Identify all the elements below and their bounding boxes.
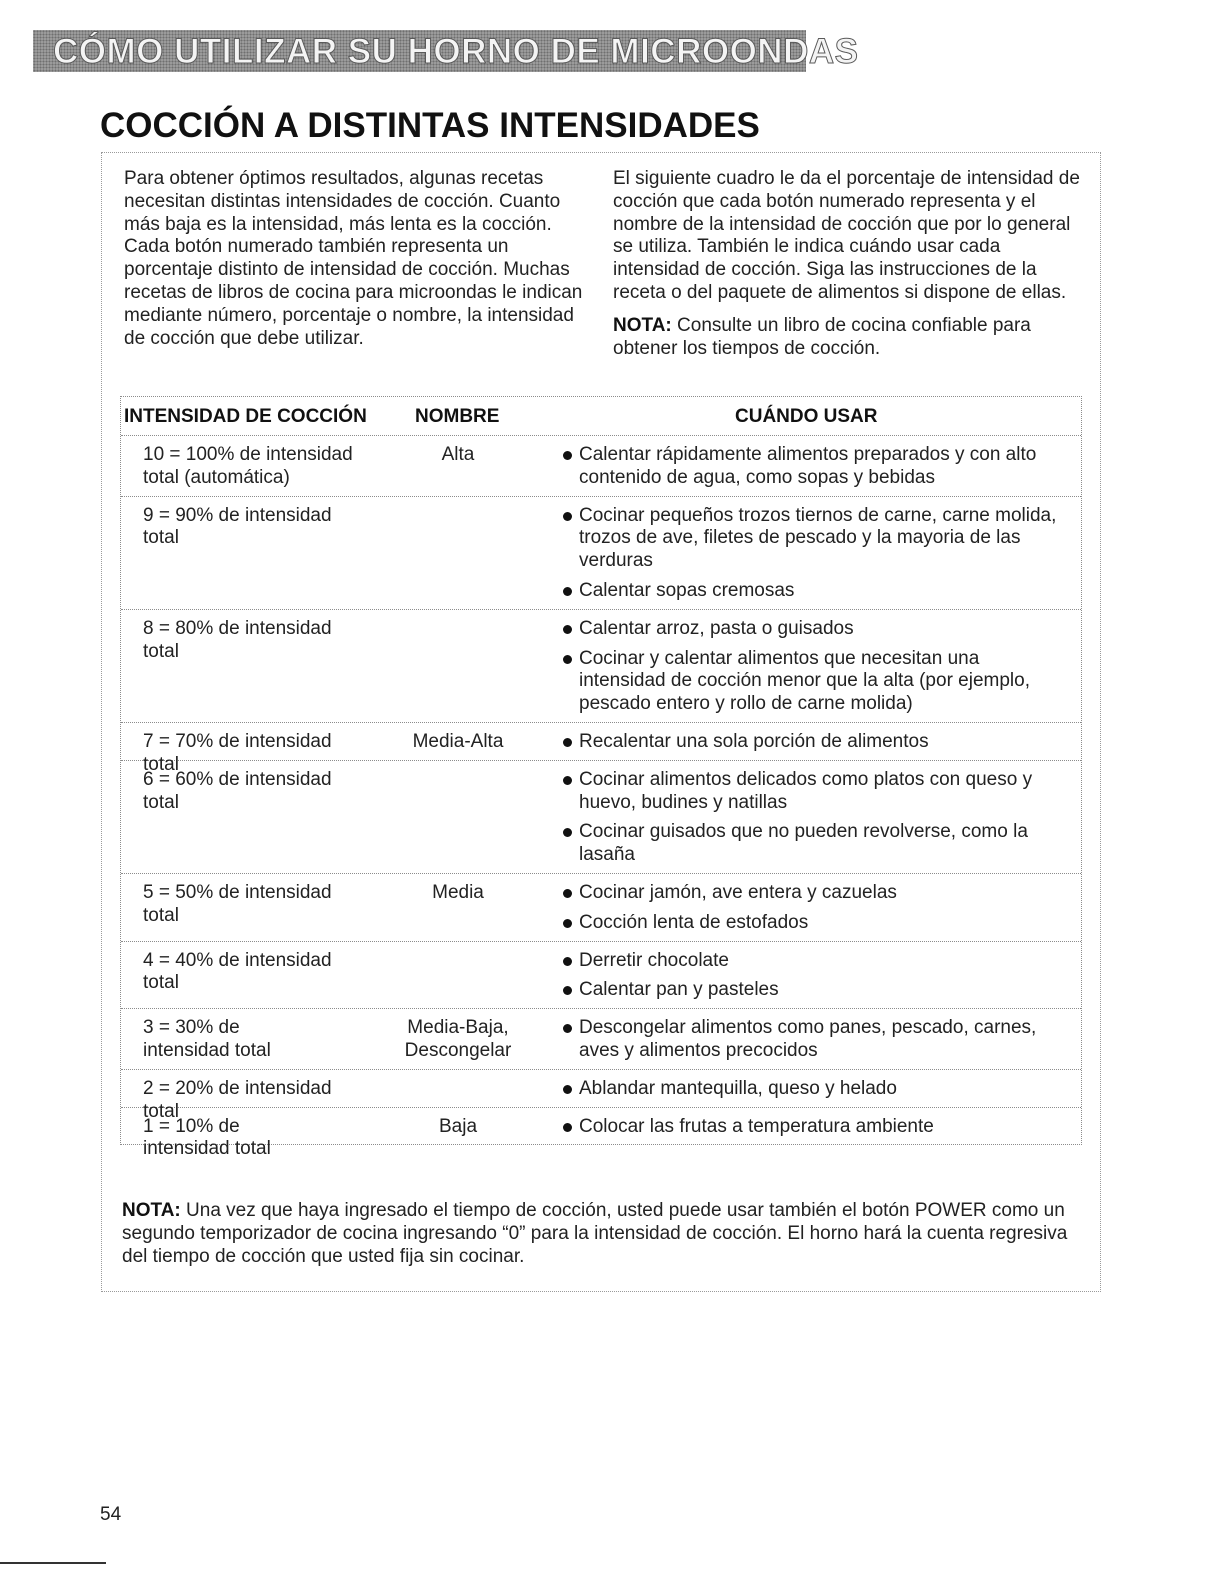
table-row — [121, 1108, 1081, 1160]
intensity-text: 8 = 80% de intensidad — [143, 617, 332, 639]
use-text: Cocción lenta de estofados — [579, 911, 809, 933]
bullet-icon — [563, 451, 572, 460]
name-cell — [383, 882, 533, 905]
bullet-icon — [563, 587, 572, 596]
intensity-text: total — [143, 791, 179, 813]
use-item — [561, 912, 1071, 935]
use-item — [561, 580, 1071, 603]
intensity-text: total — [143, 1100, 179, 1122]
table-row — [121, 1070, 1081, 1122]
use-item — [561, 1116, 1071, 1139]
when-cell — [561, 505, 1071, 603]
intensity-text: 10 = 100% de intensidad — [143, 444, 353, 465]
intensity-cell — [143, 769, 393, 815]
intensity-cell — [143, 505, 393, 551]
intensity-text: 9 = 90% de intensidad — [143, 504, 332, 526]
use-item — [561, 821, 1071, 867]
table-row — [121, 942, 1081, 1010]
header-intensity: INTENSIDAD DE COCCIÓN — [124, 406, 367, 427]
bullet-icon — [563, 512, 572, 521]
footer-rule — [0, 1562, 106, 1564]
when-cell — [561, 1116, 1071, 1139]
intro-note-text: Consulte un libro de cocina confiable para obtener los tiempos de cocción. — [613, 314, 1031, 359]
page-title: COCCIÓN A DISTINTAS INTENSIDADES — [100, 106, 760, 145]
table-header — [121, 397, 1081, 436]
intensity-text: 7 = 70% de intensidad — [143, 730, 332, 752]
use-text: Cocinar jamón, ave entera y cazuelas — [579, 881, 897, 903]
use-text: Calentar pan y pasteles — [579, 979, 779, 1001]
section-banner — [33, 30, 859, 72]
use-text: Cocinar alimentos delicados como platos con queso y huevo, budines y natillas — [579, 768, 1033, 813]
use-text: Calentar sopas cremosas — [579, 579, 795, 601]
table-body — [121, 436, 1081, 1160]
when-cell — [561, 444, 1071, 490]
use-item — [561, 1078, 1071, 1101]
intensity-text: intensidad total — [143, 1039, 271, 1061]
header-when: CUÁNDO USAR — [735, 406, 878, 427]
when-cell — [561, 769, 1071, 867]
intensity-text: intensidad total — [143, 1138, 271, 1160]
use-item — [561, 618, 1071, 641]
use-item — [561, 950, 1071, 973]
when-cell — [561, 1078, 1071, 1101]
banner-text: CÓMO UTILIZAR SU HORNO DE MICROONDAS — [53, 32, 859, 71]
intensity-text: total (automática) — [143, 466, 290, 488]
intro-note-label: NOTA: — [613, 314, 672, 336]
bullet-icon — [563, 1024, 572, 1033]
use-text: Derretir chocolate — [579, 949, 729, 971]
bullet-icon — [563, 919, 572, 928]
power-level-table — [120, 396, 1082, 1160]
intro-left-text: Para obtener óptimos resultados, algunas recetas necesitan distintas intensidades de cocción. Cuanto más baja es la intensidad, más lenta es la cocción. Cada botón numerado también representa un porcentaje distinto de intensidad de cocción. Muchas recetas de libros de cocina para microondas le indican mediante número, porcentaje o nombre, la intensidad de cocción que debe utilizar. — [124, 168, 583, 349]
use-item — [561, 769, 1071, 815]
intensity-text: 6 = 60% de intensidad — [143, 768, 332, 790]
intensity-text: total — [143, 904, 179, 926]
name-text: Descongelar — [404, 1039, 512, 1061]
table-row — [121, 723, 1081, 775]
use-item — [561, 505, 1071, 573]
use-text: Calentar arroz, pasta o guisados — [579, 617, 854, 639]
table-row — [121, 761, 1081, 874]
intro-right-text: El siguiente cuadro le da el porcentaje de intensidad de cocción que cada botón numerado representa y el nombre de la intensidad de cocción que por lo general se utiliza. También le indica cuándo usar cada intensidad de cocción. Siga las instrucciones de la receta o del paquete de alimentos si dispone de ellas. — [613, 168, 1080, 303]
intensity-cell — [143, 882, 393, 928]
bullet-icon — [563, 986, 572, 995]
when-cell — [561, 731, 1071, 754]
name-text: Alta — [441, 444, 475, 465]
use-item — [561, 444, 1071, 490]
use-text: Cocinar pequeños trozos tiernos de carne, carne molida, trozos de ave, filetes de pescado y la mayoria de las verduras — [579, 504, 1057, 572]
intro-note — [613, 315, 1083, 361]
table-row — [121, 1009, 1081, 1070]
when-cell — [561, 1017, 1071, 1063]
bullet-icon — [563, 776, 572, 785]
intensity-cell — [143, 444, 393, 490]
intro-right-column — [613, 168, 1083, 360]
bullet-icon — [563, 625, 572, 634]
intensity-text: 2 = 20% de intensidad — [143, 1077, 332, 1099]
intensity-cell — [143, 618, 393, 664]
intensity-cell — [143, 950, 393, 996]
intensity-text: 1 = 10% de — [143, 1115, 240, 1137]
use-text: Recalentar una sola porción de alimentos — [579, 730, 929, 752]
when-cell — [561, 950, 1071, 1003]
table-row — [121, 610, 1081, 723]
intensity-cell — [143, 1116, 393, 1162]
name-text: Media-Baja, — [407, 1017, 509, 1039]
name-text: Media-Alta — [412, 730, 504, 752]
use-item — [561, 882, 1071, 905]
use-item — [561, 731, 1071, 754]
use-text: Descongelar alimentos como panes, pescado, carnes, aves y alimentos precocidos — [579, 1017, 1037, 1061]
use-item — [561, 979, 1071, 1002]
header-name: NOMBRE — [415, 406, 500, 427]
use-text: Cocinar guisados que no pueden revolverse, como la lasaña — [579, 821, 1028, 866]
name-cell — [383, 731, 533, 754]
bottom-note-text: Una vez que haya ingresado el tiempo de cocción, usted puede usar también el botón POWER como un segundo temporizador de cocina ingresando “0” para la intensidad de cocción. El horno hará la cuenta regresiva del tiempo de cocción que usted fija sin cocinar. — [122, 1200, 1068, 1267]
when-cell — [561, 882, 1071, 935]
name-cell — [383, 1017, 533, 1063]
intensity-text: 5 = 50% de intensidad — [143, 881, 332, 903]
use-item — [561, 648, 1071, 716]
page-number: 54 — [100, 1504, 122, 1525]
bullet-icon — [563, 1085, 572, 1094]
bullet-icon — [563, 828, 572, 837]
intensity-text: total — [143, 753, 179, 775]
bottom-note-label: NOTA: — [122, 1200, 181, 1221]
intensity-cell — [143, 1017, 393, 1063]
bullet-icon — [563, 655, 572, 664]
when-cell — [561, 618, 1071, 716]
intensity-text: 4 = 40% de intensidad — [143, 949, 332, 971]
bullet-icon — [563, 738, 572, 747]
intensity-text: total — [143, 527, 179, 549]
bottom-note — [122, 1200, 1082, 1268]
use-text: Calentar rápidamente alimentos preparados y con alto contenido de agua, como sopas y bebidas — [579, 444, 1037, 488]
name-cell — [383, 444, 533, 467]
intro-left-column — [124, 168, 599, 350]
name-cell — [383, 1116, 533, 1139]
bullet-icon — [563, 889, 572, 898]
bullet-icon — [563, 957, 572, 966]
name-text: Media — [432, 881, 484, 903]
intensity-text: 3 = 30% de — [143, 1017, 240, 1039]
name-text: Baja — [438, 1115, 478, 1137]
intensity-text: total — [143, 640, 179, 662]
use-text: Ablandar mantequilla, queso y helado — [579, 1077, 897, 1099]
table-row — [121, 874, 1081, 942]
table-row — [121, 436, 1081, 497]
use-text: Colocar las frutas a temperatura ambiente — [579, 1115, 934, 1137]
use-item — [561, 1017, 1071, 1063]
use-text: Cocinar y calentar alimentos que necesitan una intensidad de cocción menor que la alta (por ejemplo, pescado entero y rollo de carne molida) — [579, 647, 1030, 715]
table-row — [121, 497, 1081, 610]
intensity-text: total — [143, 972, 179, 994]
bullet-icon — [563, 1123, 572, 1132]
